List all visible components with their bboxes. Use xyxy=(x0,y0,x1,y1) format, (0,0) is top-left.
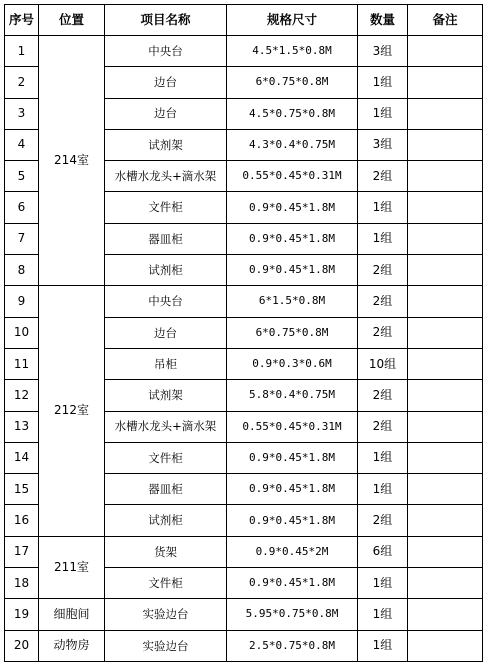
quantity-cell: 6组 xyxy=(358,536,408,567)
spec-cell: 0.9*0.45*1.8M xyxy=(227,568,358,599)
item-name-cell: 试剂柜 xyxy=(105,505,227,536)
spec-cell: 0.9*0.45*2M xyxy=(227,536,358,567)
spec-cell: 2.5*0.75*0.8M xyxy=(227,630,358,661)
item-name-cell: 试剂架 xyxy=(105,380,227,411)
note-cell xyxy=(408,630,483,661)
item-name-cell: 边台 xyxy=(105,67,227,98)
item-name-cell: 货架 xyxy=(105,536,227,567)
spec-cell: 0.9*0.45*1.8M xyxy=(227,505,358,536)
row-number-cell: 14 xyxy=(5,442,39,473)
note-cell xyxy=(408,36,483,67)
row-number-cell: 12 xyxy=(5,380,39,411)
spec-cell: 6*1.5*0.8M xyxy=(227,286,358,317)
item-name-cell: 试剂柜 xyxy=(105,255,227,286)
item-name-cell: 水槽水龙头+滴水架 xyxy=(105,161,227,192)
row-number-cell: 10 xyxy=(5,317,39,348)
quantity-cell: 2组 xyxy=(358,286,408,317)
table-row xyxy=(5,599,483,630)
row-number-cell: 2 xyxy=(5,67,39,98)
row-number-cell: 3 xyxy=(5,98,39,129)
quantity-cell: 3组 xyxy=(358,129,408,160)
item-name-cell: 实验边台 xyxy=(105,599,227,630)
note-cell xyxy=(408,411,483,442)
quantity-cell: 1组 xyxy=(358,67,408,98)
spec-cell: 6*0.75*0.8M xyxy=(227,317,358,348)
note-cell xyxy=(408,348,483,379)
note-cell xyxy=(408,474,483,505)
note-cell xyxy=(408,161,483,192)
item-name-cell: 器皿柜 xyxy=(105,474,227,505)
item-name-cell: 中央台 xyxy=(105,286,227,317)
item-name-cell: 文件柜 xyxy=(105,442,227,473)
row-number-cell: 19 xyxy=(5,599,39,630)
note-cell xyxy=(408,129,483,160)
item-name-cell: 水槽水龙头+滴水架 xyxy=(105,411,227,442)
location-cell: 细胞间 xyxy=(39,599,105,630)
row-number-cell: 18 xyxy=(5,568,39,599)
note-cell xyxy=(408,255,483,286)
item-name-cell: 边台 xyxy=(105,317,227,348)
header-no: 序号 xyxy=(5,5,39,36)
table-row xyxy=(5,536,483,567)
row-number-cell: 11 xyxy=(5,348,39,379)
row-number-cell: 7 xyxy=(5,223,39,254)
note-cell xyxy=(408,67,483,98)
table-row xyxy=(5,286,483,317)
note-cell xyxy=(408,442,483,473)
quantity-cell: 10组 xyxy=(358,348,408,379)
row-number-cell: 17 xyxy=(5,536,39,567)
row-number-cell: 1 xyxy=(5,36,39,67)
quantity-cell: 1组 xyxy=(358,630,408,661)
item-name-cell: 中央台 xyxy=(105,36,227,67)
quantity-cell: 2组 xyxy=(358,317,408,348)
header-spec: 规格尺寸 xyxy=(227,5,358,36)
spec-cell: 0.9*0.45*1.8M xyxy=(227,223,358,254)
header-note: 备注 xyxy=(408,5,483,36)
row-number-cell: 20 xyxy=(5,630,39,661)
location-cell: 动物房 xyxy=(39,630,105,661)
row-number-cell: 5 xyxy=(5,161,39,192)
quantity-cell: 1组 xyxy=(358,474,408,505)
header-row xyxy=(5,5,483,36)
spec-cell: 5.95*0.75*0.8M xyxy=(227,599,358,630)
spec-cell: 0.55*0.45*0.31M xyxy=(227,161,358,192)
note-cell xyxy=(408,599,483,630)
location-cell: 214室 xyxy=(39,36,105,286)
quantity-cell: 1组 xyxy=(358,98,408,129)
item-name-cell: 文件柜 xyxy=(105,568,227,599)
quantity-cell: 2组 xyxy=(358,161,408,192)
spec-cell: 0.55*0.45*0.31M xyxy=(227,411,358,442)
header-location: 位置 xyxy=(39,5,105,36)
quantity-cell: 2组 xyxy=(358,255,408,286)
note-cell xyxy=(408,380,483,411)
row-number-cell: 15 xyxy=(5,474,39,505)
spec-cell: 0.9*0.45*1.8M xyxy=(227,442,358,473)
item-name-cell: 实验边台 xyxy=(105,630,227,661)
spec-cell: 6*0.75*0.8M xyxy=(227,67,358,98)
note-cell xyxy=(408,317,483,348)
row-number-cell: 16 xyxy=(5,505,39,536)
note-cell xyxy=(408,223,483,254)
note-cell xyxy=(408,568,483,599)
note-cell xyxy=(408,536,483,567)
quantity-cell: 2组 xyxy=(358,380,408,411)
table-body xyxy=(5,36,483,662)
item-name-cell: 吊柜 xyxy=(105,348,227,379)
item-name-cell: 边台 xyxy=(105,98,227,129)
quantity-cell: 1组 xyxy=(358,223,408,254)
row-number-cell: 4 xyxy=(5,129,39,160)
row-number-cell: 9 xyxy=(5,286,39,317)
spec-cell: 0.9*0.45*1.8M xyxy=(227,192,358,223)
quantity-cell: 1组 xyxy=(358,442,408,473)
table-row xyxy=(5,630,483,661)
spec-cell: 4.3*0.4*0.75M xyxy=(227,129,358,160)
quantity-cell: 3组 xyxy=(358,36,408,67)
quantity-cell: 1组 xyxy=(358,568,408,599)
note-cell xyxy=(408,505,483,536)
equipment-table xyxy=(4,4,483,662)
quantity-cell: 1组 xyxy=(358,599,408,630)
note-cell xyxy=(408,192,483,223)
spec-cell: 0.9*0.3*0.6M xyxy=(227,348,358,379)
table-row xyxy=(5,36,483,67)
location-cell: 212室 xyxy=(39,286,105,536)
spec-cell: 5.8*0.4*0.75M xyxy=(227,380,358,411)
header-qty: 数量 xyxy=(358,5,408,36)
quantity-cell: 1组 xyxy=(358,192,408,223)
header-item-name: 项目名称 xyxy=(105,5,227,36)
note-cell xyxy=(408,98,483,129)
item-name-cell: 器皿柜 xyxy=(105,223,227,254)
quantity-cell: 2组 xyxy=(358,505,408,536)
item-name-cell: 试剂架 xyxy=(105,129,227,160)
location-cell: 211室 xyxy=(39,536,105,599)
quantity-cell: 2组 xyxy=(358,411,408,442)
spec-cell: 0.9*0.45*1.8M xyxy=(227,474,358,505)
spec-cell: 4.5*0.75*0.8M xyxy=(227,98,358,129)
note-cell xyxy=(408,286,483,317)
spec-cell: 4.5*1.5*0.8M xyxy=(227,36,358,67)
row-number-cell: 6 xyxy=(5,192,39,223)
row-number-cell: 8 xyxy=(5,255,39,286)
row-number-cell: 13 xyxy=(5,411,39,442)
spec-cell: 0.9*0.45*1.8M xyxy=(227,255,358,286)
item-name-cell: 文件柜 xyxy=(105,192,227,223)
